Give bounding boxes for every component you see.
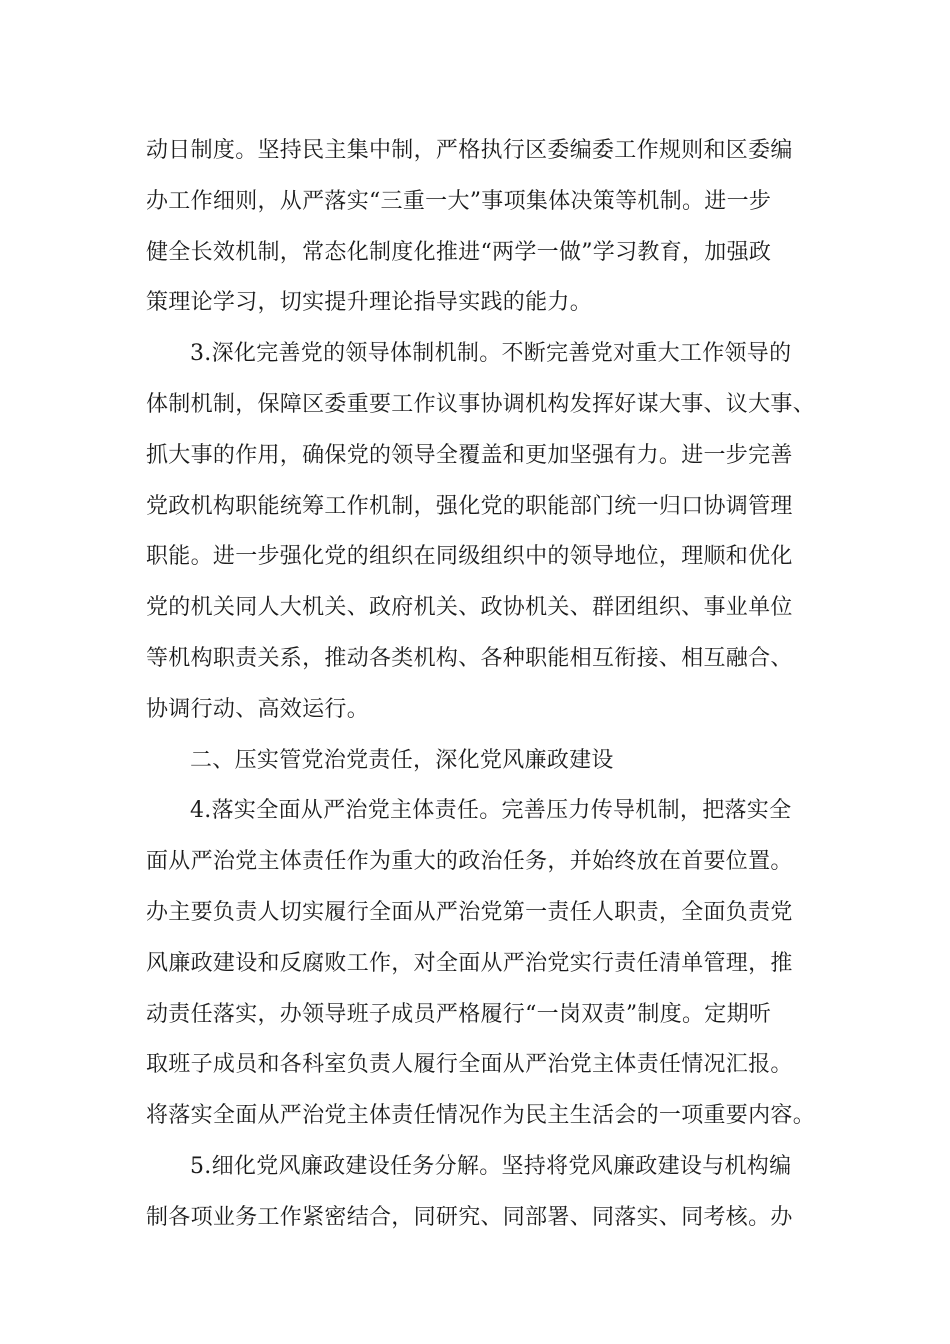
paragraph-heading-4: 4.落实全面从严治党主体责任。完善压力传导机制，把落实全: [190, 798, 792, 824]
text-line: 办主要负责人切实履行全面从严治党第一责任人职责，全面负责党: [146, 899, 793, 925]
text-line: 职能。进一步强化党的组织在同级组织中的领导地位，理顺和优化: [146, 544, 793, 570]
text-line: 动日制度。坚持民主集中制，严格执行区委编委工作规则和区委编: [146, 138, 793, 163]
text-line: 动责任落实，办领导班子成员严格履行“一岗双责”制度。定期听: [146, 1001, 772, 1027]
paragraph-heading-5: 5.细化党风廉政建设任务分解。坚持将党风廉政建设与机构编: [190, 1153, 792, 1179]
text-line: 将落实全面从严治党主体责任情况作为民主生活会的一项重要内容。: [146, 1103, 816, 1129]
document-body: [146, 126, 818, 1244]
text-line: 办工作细则，从严落实“三重一大”事项集体决策等机制。进一步: [146, 188, 772, 214]
text-line: 抓大事的作用，确保党的领导全覆盖和更加坚强有力。进一步完善: [146, 442, 793, 468]
text-line: 风廉政建设和反腐败工作，对全面从严治党实行责任清单管理，推: [146, 950, 793, 976]
text-line: 制各项业务工作紧密结合，同研究、同部署、同落实、同考核。办: [146, 1204, 793, 1230]
text-line: 健全长效机制，常态化制度化推进“两学一做”学习教育，加强政: [146, 239, 772, 265]
paragraph-heading-3: 3.深化完善党的领导体制机制。不断完善党对重大工作领导的: [190, 341, 792, 367]
text-line: 党政机构职能统筹工作机制，强化党的职能部门统一归口协调管理: [146, 493, 793, 519]
text-line: 党的机关同人大机关、政府机关、政协机关、群团组织、事业单位: [146, 595, 793, 621]
text-line: 取班子成员和各科室负责人履行全面从严治党主体责任情况汇报。: [146, 1052, 793, 1078]
text-line: 协调行动、高效运行。: [146, 696, 370, 722]
text-line: 策理论学习，切实提升理论指导实践的能力。: [146, 290, 593, 316]
text-line: 体制机制，保障区委重要工作议事协调机构发挥好谋大事、议大事、: [146, 391, 816, 417]
text-line: 面从严治党主体责任作为重大的政治任务，并始终放在首要位置。: [146, 849, 793, 875]
section-heading-2: 二、压实管党治党责任，深化党风廉政建设: [190, 747, 614, 773]
text-line: 等机构职责关系，推动各类机构、各种职能相互衔接、相互融合、: [146, 645, 793, 671]
